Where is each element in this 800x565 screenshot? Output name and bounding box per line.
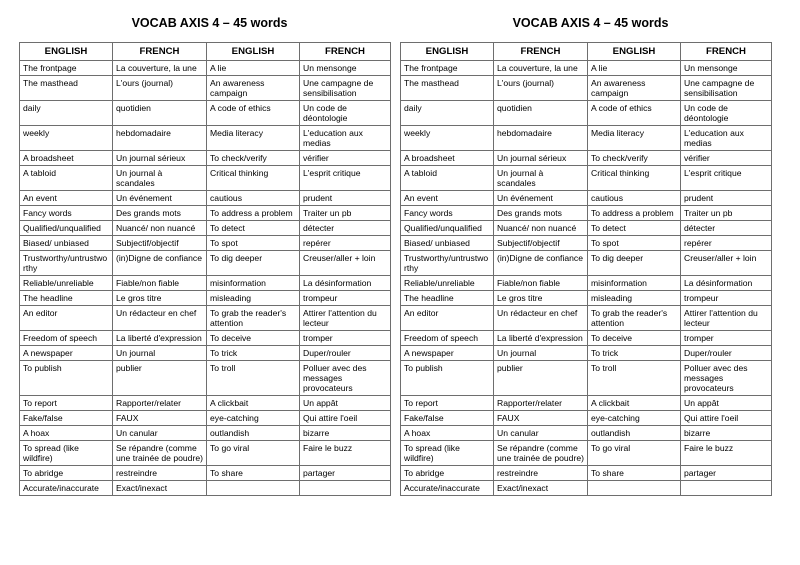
french-cell: L'education aux medias xyxy=(300,126,391,151)
english-cell: To report xyxy=(401,396,494,411)
english-cell: An editor xyxy=(401,306,494,331)
english-cell: Trustworthy/untrustworthy xyxy=(20,251,113,276)
english-cell: To trick xyxy=(588,346,681,361)
french-cell: Fiable/non fiable xyxy=(113,276,207,291)
vocab-sheet-right xyxy=(400,0,771,496)
french-cell: Un événement xyxy=(494,191,588,206)
column-header: FRENCH xyxy=(494,43,588,61)
table-row xyxy=(20,396,391,411)
french-cell: Un journal sérieux xyxy=(494,151,588,166)
english-cell: Qualified/unqualified xyxy=(20,221,113,236)
french-cell: Un appât xyxy=(300,396,391,411)
table-row xyxy=(401,346,772,361)
french-cell: détecter xyxy=(681,221,772,236)
english-cell: A newspaper xyxy=(20,346,113,361)
french-cell: Un journal xyxy=(494,346,588,361)
french-cell: Faire le buzz xyxy=(300,441,391,466)
french-cell: Une campagne de sensibilisation xyxy=(300,76,391,101)
english-cell: To spot xyxy=(207,236,300,251)
vocab-table-body xyxy=(20,61,391,496)
french-cell: bizarre xyxy=(300,426,391,441)
english-cell: To spread (like wildfire) xyxy=(401,441,494,466)
english-cell: To address a problem xyxy=(207,206,300,221)
vocab-table xyxy=(400,42,772,496)
english-cell: daily xyxy=(20,101,113,126)
french-cell: tromper xyxy=(681,331,772,346)
french-cell: Faire le buzz xyxy=(681,441,772,466)
header-row xyxy=(401,43,772,61)
table-row xyxy=(401,361,772,396)
english-cell: misinformation xyxy=(207,276,300,291)
english-cell: To detect xyxy=(588,221,681,236)
vocab-table xyxy=(19,42,391,496)
english-cell: Accurate/inaccurate xyxy=(20,481,113,496)
table-row xyxy=(20,236,391,251)
english-cell: A tabloid xyxy=(20,166,113,191)
english-cell: Critical thinking xyxy=(588,166,681,191)
french-cell: Traiter un pb xyxy=(300,206,391,221)
french-cell: Qui attire l'oeil xyxy=(681,411,772,426)
french-cell: L'education aux medias xyxy=(681,126,772,151)
table-row xyxy=(401,101,772,126)
english-cell: The frontpage xyxy=(20,61,113,76)
french-cell: Fiable/non fiable xyxy=(494,276,588,291)
table-row xyxy=(401,411,772,426)
table-row xyxy=(20,151,391,166)
french-cell: (in)Digne de confiance xyxy=(494,251,588,276)
french-cell: FAUX xyxy=(494,411,588,426)
french-cell: Rapporter/relater xyxy=(113,396,207,411)
table-row xyxy=(401,291,772,306)
french-cell: repérer xyxy=(300,236,391,251)
table-row xyxy=(20,481,391,496)
table-row xyxy=(20,346,391,361)
table-row xyxy=(20,126,391,151)
french-cell: Un événement xyxy=(113,191,207,206)
french-cell: Exact/inexact xyxy=(113,481,207,496)
sheet-title: VOCAB AXIS 4 – 45 words xyxy=(131,16,288,30)
english-cell: outlandish xyxy=(207,426,300,441)
french-cell: Le gros titre xyxy=(113,291,207,306)
english-cell: daily xyxy=(401,101,494,126)
french-cell: Des grands mots xyxy=(113,206,207,221)
english-cell: To go viral xyxy=(588,441,681,466)
english-cell: A broadsheet xyxy=(401,151,494,166)
english-cell: Media literacy xyxy=(588,126,681,151)
french-cell: Creuser/aller + loin xyxy=(300,251,391,276)
french-cell: La désinformation xyxy=(300,276,391,291)
table-row xyxy=(401,481,772,496)
english-cell: To check/verify xyxy=(588,151,681,166)
french-cell: partager xyxy=(681,466,772,481)
english-cell: A hoax xyxy=(20,426,113,441)
table-row xyxy=(20,466,391,481)
english-cell: Fake/false xyxy=(20,411,113,426)
english-cell: To abridge xyxy=(401,466,494,481)
sheet-title: VOCAB AXIS 4 – 45 words xyxy=(512,16,669,30)
french-cell xyxy=(300,481,391,496)
english-cell: To grab the reader's attention xyxy=(207,306,300,331)
english-cell: A broadsheet xyxy=(20,151,113,166)
english-cell: To dig deeper xyxy=(588,251,681,276)
english-cell: Qualified/unqualified xyxy=(401,221,494,236)
table-row xyxy=(20,291,391,306)
french-cell: Exact/inexact xyxy=(494,481,588,496)
english-cell: Biased/ unbiased xyxy=(20,236,113,251)
french-cell: Un canular xyxy=(113,426,207,441)
english-cell: To trick xyxy=(207,346,300,361)
table-row xyxy=(401,126,772,151)
english-cell: A clickbait xyxy=(588,396,681,411)
english-cell: misinformation xyxy=(588,276,681,291)
french-cell: Un journal sérieux xyxy=(113,151,207,166)
table-row xyxy=(20,331,391,346)
english-cell: The masthead xyxy=(20,76,113,101)
french-cell: Des grands mots xyxy=(494,206,588,221)
french-cell: Polluer avec des messages provocateurs xyxy=(681,361,772,396)
english-cell: outlandish xyxy=(588,426,681,441)
english-cell: A clickbait xyxy=(207,396,300,411)
english-cell: Trustworthy/untrustworthy xyxy=(401,251,494,276)
french-cell: Creuser/aller + loin xyxy=(681,251,772,276)
english-cell: To address a problem xyxy=(588,206,681,221)
table-row xyxy=(20,361,391,396)
french-cell: FAUX xyxy=(113,411,207,426)
table-row xyxy=(401,426,772,441)
english-cell: An event xyxy=(401,191,494,206)
column-header: FRENCH xyxy=(681,43,772,61)
english-cell: To go viral xyxy=(207,441,300,466)
english-cell: To detect xyxy=(207,221,300,236)
french-cell: hebdomadaire xyxy=(494,126,588,151)
french-cell: Un journal à scandales xyxy=(494,166,588,191)
table-row xyxy=(401,221,772,236)
french-cell: Subjectif/objectif xyxy=(113,236,207,251)
english-cell: An awareness campaign xyxy=(588,76,681,101)
table-row xyxy=(401,466,772,481)
french-cell: publier xyxy=(113,361,207,396)
french-cell: Un canular xyxy=(494,426,588,441)
table-row xyxy=(401,61,772,76)
english-cell: Reliable/unreliable xyxy=(20,276,113,291)
french-cell: Un rédacteur en chef xyxy=(494,306,588,331)
french-cell: La couverture, la une xyxy=(494,61,588,76)
french-cell: Attirer l'attention du lecteur xyxy=(300,306,391,331)
french-cell: L'esprit critique xyxy=(681,166,772,191)
table-row xyxy=(20,221,391,236)
english-cell: weekly xyxy=(20,126,113,151)
french-cell: La couverture, la une xyxy=(113,61,207,76)
french-cell: L'ours (journal) xyxy=(113,76,207,101)
english-cell: To dig deeper xyxy=(207,251,300,276)
table-row xyxy=(401,151,772,166)
table-row xyxy=(20,276,391,291)
english-cell: To deceive xyxy=(207,331,300,346)
french-cell: Un rédacteur en chef xyxy=(113,306,207,331)
french-cell: quotidien xyxy=(494,101,588,126)
french-cell: Un journal à scandales xyxy=(113,166,207,191)
english-cell: A code of ethics xyxy=(207,101,300,126)
table-row xyxy=(20,441,391,466)
english-cell: weekly xyxy=(401,126,494,151)
english-cell: A tabloid xyxy=(401,166,494,191)
english-cell: To check/verify xyxy=(207,151,300,166)
english-cell: To deceive xyxy=(588,331,681,346)
table-row xyxy=(20,101,391,126)
french-cell: tromper xyxy=(300,331,391,346)
english-cell: cautious xyxy=(588,191,681,206)
english-cell: To share xyxy=(207,466,300,481)
french-cell: Se répandre (comme une trainée de poudre) xyxy=(113,441,207,466)
english-cell: To report xyxy=(20,396,113,411)
french-cell: La désinformation xyxy=(681,276,772,291)
table-row xyxy=(401,191,772,206)
column-header: ENGLISH xyxy=(20,43,113,61)
table-row xyxy=(401,441,772,466)
english-cell: A lie xyxy=(207,61,300,76)
french-cell: L'esprit critique xyxy=(300,166,391,191)
french-cell: vérifier xyxy=(681,151,772,166)
english-cell: Media literacy xyxy=(207,126,300,151)
english-cell: Fake/false xyxy=(401,411,494,426)
table-row xyxy=(401,236,772,251)
french-cell: prudent xyxy=(300,191,391,206)
french-cell: restreindre xyxy=(494,466,588,481)
french-cell: Le gros titre xyxy=(494,291,588,306)
english-cell: To spot xyxy=(588,236,681,251)
table-row xyxy=(20,206,391,221)
english-cell: A newspaper xyxy=(401,346,494,361)
vocab-sheet-left xyxy=(19,0,390,496)
english-cell: Accurate/inaccurate xyxy=(401,481,494,496)
french-cell: trompeur xyxy=(681,291,772,306)
french-cell: Un mensonge xyxy=(300,61,391,76)
table-row xyxy=(401,396,772,411)
table-row xyxy=(401,306,772,331)
english-cell: To publish xyxy=(401,361,494,396)
table-row xyxy=(401,276,772,291)
column-header: ENGLISH xyxy=(207,43,300,61)
english-cell: The headline xyxy=(20,291,113,306)
column-header: FRENCH xyxy=(300,43,391,61)
english-cell: To troll xyxy=(207,361,300,396)
french-cell: La liberté d'expression xyxy=(494,331,588,346)
english-cell: To publish xyxy=(20,361,113,396)
english-cell: An awareness campaign xyxy=(207,76,300,101)
english-cell: To abridge xyxy=(20,466,113,481)
english-cell: Biased/ unbiased xyxy=(401,236,494,251)
english-cell xyxy=(588,481,681,496)
french-cell: Duper/rouler xyxy=(681,346,772,361)
table-row xyxy=(401,76,772,101)
french-cell: Traiter un pb xyxy=(681,206,772,221)
english-cell: misleading xyxy=(207,291,300,306)
french-cell: Rapporter/relater xyxy=(494,396,588,411)
french-cell: (in)Digne de confiance xyxy=(113,251,207,276)
table-row xyxy=(401,206,772,221)
english-cell: Reliable/unreliable xyxy=(401,276,494,291)
english-cell: Fancy words xyxy=(20,206,113,221)
english-cell: A code of ethics xyxy=(588,101,681,126)
table-row xyxy=(401,331,772,346)
english-cell: cautious xyxy=(207,191,300,206)
french-cell: Nuancé/ non nuancé xyxy=(494,221,588,236)
vocab-table-body xyxy=(401,61,772,496)
english-cell: misleading xyxy=(588,291,681,306)
french-cell: Polluer avec des messages provocateurs xyxy=(300,361,391,396)
english-cell: To spread (like wildfire) xyxy=(20,441,113,466)
french-cell: bizarre xyxy=(681,426,772,441)
header-row xyxy=(20,43,391,61)
french-cell: Se répandre (comme une trainée de poudre) xyxy=(494,441,588,466)
table-row xyxy=(20,251,391,276)
english-cell: Fancy words xyxy=(401,206,494,221)
french-cell: prudent xyxy=(681,191,772,206)
english-cell: The masthead xyxy=(401,76,494,101)
french-cell: Subjectif/objectif xyxy=(494,236,588,251)
french-cell: vérifier xyxy=(300,151,391,166)
table-row xyxy=(20,191,391,206)
english-cell: eye-catching xyxy=(588,411,681,426)
french-cell: trompeur xyxy=(300,291,391,306)
table-row xyxy=(20,306,391,331)
table-row xyxy=(20,61,391,76)
french-cell: Nuancé/ non nuancé xyxy=(113,221,207,236)
table-row xyxy=(20,166,391,191)
french-cell: repérer xyxy=(681,236,772,251)
column-header: ENGLISH xyxy=(401,43,494,61)
french-cell: Attirer l'attention du lecteur xyxy=(681,306,772,331)
french-cell: Un code de déontologie xyxy=(300,101,391,126)
english-cell: A hoax xyxy=(401,426,494,441)
english-cell: To troll xyxy=(588,361,681,396)
column-header: ENGLISH xyxy=(588,43,681,61)
table-row xyxy=(401,166,772,191)
french-cell: Qui attire l'oeil xyxy=(300,411,391,426)
english-cell: Freedom of speech xyxy=(401,331,494,346)
french-cell: hebdomadaire xyxy=(113,126,207,151)
column-header: FRENCH xyxy=(113,43,207,61)
english-cell: An event xyxy=(20,191,113,206)
french-cell: Un mensonge xyxy=(681,61,772,76)
english-cell: Freedom of speech xyxy=(20,331,113,346)
table-row xyxy=(20,426,391,441)
french-cell: Duper/rouler xyxy=(300,346,391,361)
french-cell: restreindre xyxy=(113,466,207,481)
english-cell: An editor xyxy=(20,306,113,331)
french-cell: partager xyxy=(300,466,391,481)
english-cell: To share xyxy=(588,466,681,481)
english-cell xyxy=(207,481,300,496)
french-cell: détecter xyxy=(300,221,391,236)
english-cell: eye-catching xyxy=(207,411,300,426)
french-cell: publier xyxy=(494,361,588,396)
english-cell: Critical thinking xyxy=(207,166,300,191)
english-cell: The headline xyxy=(401,291,494,306)
french-cell: Un appât xyxy=(681,396,772,411)
table-row xyxy=(20,411,391,426)
french-cell: Une campagne de sensibilisation xyxy=(681,76,772,101)
english-cell: To grab the reader's attention xyxy=(588,306,681,331)
french-cell: quotidien xyxy=(113,101,207,126)
french-cell xyxy=(681,481,772,496)
french-cell: La liberté d'expression xyxy=(113,331,207,346)
table-row xyxy=(20,76,391,101)
table-row xyxy=(401,251,772,276)
french-cell: Un code de déontologie xyxy=(681,101,772,126)
english-cell: A lie xyxy=(588,61,681,76)
french-cell: L'ours (journal) xyxy=(494,76,588,101)
english-cell: The frontpage xyxy=(401,61,494,76)
french-cell: Un journal xyxy=(113,346,207,361)
